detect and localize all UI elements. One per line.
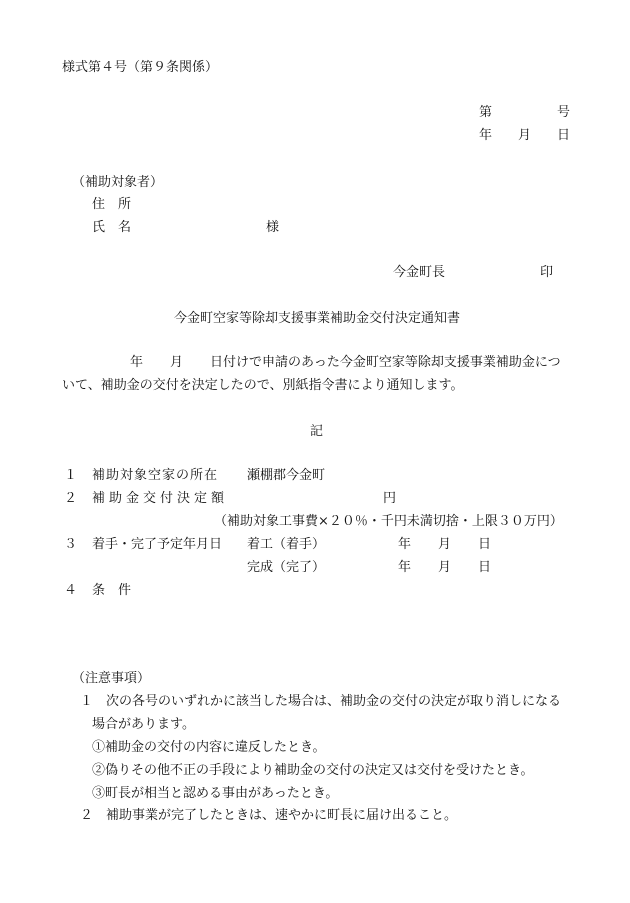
ki-heading: 記	[310, 424, 324, 439]
note1-number: １	[80, 694, 94, 709]
item4-number: ４	[64, 583, 78, 598]
item2-number: ２	[64, 491, 78, 506]
end-year-label: 年	[398, 560, 412, 575]
body-month-label: 月	[170, 355, 184, 370]
item4-label: 条 件	[92, 583, 132, 598]
item2-label: 補助金交付決定額	[92, 491, 229, 506]
date-year-label: 年	[479, 128, 493, 143]
address-label: 住 所	[92, 197, 132, 212]
item1-number: １	[64, 468, 78, 483]
item1-label: 補助対象空家の所在	[92, 468, 219, 483]
note1-sub-3: ③町長が相当と認める事由があったとき。	[92, 786, 339, 801]
document-title: 今金町空家等除却支援事業補助金交付決定通知書	[174, 311, 461, 326]
item3-label: 着手・完了予定年月日	[92, 537, 223, 552]
item2-unit: 円	[383, 491, 397, 506]
date-day-label: 日	[557, 128, 571, 143]
honorific: 様	[266, 220, 280, 235]
issuer-name: 今金町長	[393, 265, 446, 280]
note1-line2: 場合があります。	[92, 717, 195, 732]
start-year-label: 年	[398, 537, 412, 552]
note2-text: 補助事業が完了したときは、速やかに町長に届け出ること。	[106, 808, 458, 823]
form-number: 様式第４号（第９条関係）	[62, 60, 219, 75]
item3-number: ３	[64, 537, 78, 552]
doc-number-prefix: 第	[479, 105, 493, 120]
note1-line1: 次の各号のいずれかに該当した場合は、補助金の交付の決定が取り消しになる	[106, 694, 562, 709]
end-day-label: 日	[478, 560, 492, 575]
start-day-label: 日	[478, 537, 492, 552]
name-label: 氏 名	[92, 220, 132, 235]
note1-sub-2: ②偽りその他不正の手段により補助金の交付の決定又は交付を受けたとき。	[92, 763, 534, 778]
item1-value: 瀬棚郡今金町	[247, 468, 326, 483]
doc-number-suffix: 号	[557, 105, 571, 120]
start-label: 着工（着手）	[247, 537, 326, 552]
start-month-label: 月	[438, 537, 452, 552]
body-line2-text: いて、補助金の交付を決定したので、別紙指令書により通知します。	[62, 378, 464, 393]
end-label: 完成（完了）	[247, 560, 326, 575]
seal-mark: 印	[540, 265, 554, 280]
body-line1-text: 日付けで申請のあった今金町空家等除却支援事業補助金につ	[210, 355, 561, 370]
note1-sub-1: ①補助金の交付の内容に違反したとき。	[92, 740, 326, 755]
end-month-label: 月	[438, 560, 452, 575]
item2-note: （補助対象工事費×２０％・千円未満切捨・上限３０万円）	[214, 514, 563, 529]
recipient-heading: （補助対象者）	[72, 175, 164, 190]
date-month-label: 月	[518, 128, 532, 143]
notes-heading: （注意事項）	[72, 671, 151, 686]
note2-number: ２	[80, 808, 94, 823]
body-year-label: 年	[130, 355, 144, 370]
